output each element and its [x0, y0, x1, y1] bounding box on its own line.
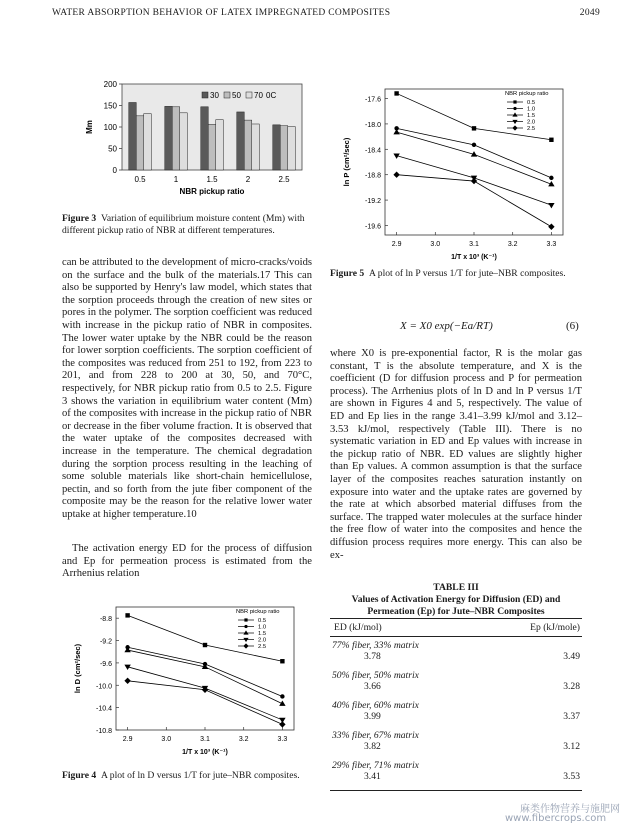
x-tick-label: 2.9 — [391, 241, 402, 248]
x-tick-label: 3.3 — [546, 241, 557, 248]
bar — [172, 107, 180, 170]
figure-3-caption — [62, 213, 312, 237]
data-point — [549, 138, 553, 142]
table-row-ed: 3.41 — [364, 771, 381, 782]
y-tick-label: -18.4 — [365, 147, 381, 155]
page-number: 2049 — [579, 8, 600, 18]
table-row — [330, 730, 582, 760]
left-column-paragraph-2: The activation energy ED for the process of diffusion and Ep for permeation process is estimated from the Arrhenius relation — [62, 543, 312, 580]
y-axis-label: Mm — [85, 120, 94, 134]
y-axis-label: ln D (cm²/sec) — [73, 643, 82, 694]
legend-label: 0.5 — [258, 618, 267, 624]
y-tick-label: 150 — [103, 101, 117, 111]
table-row-ed: 3.82 — [364, 741, 381, 752]
y-tick-label: 0 — [112, 166, 117, 175]
figure-5-caption — [330, 268, 582, 280]
table-row-group: 50% fiber, 50% matrix — [332, 670, 419, 681]
y-tick-label: 100 — [103, 123, 117, 132]
bar — [180, 113, 188, 170]
data-point — [203, 643, 207, 647]
table-3-title: Values of Activation Energy for Diffusion (ED) and Permeation (Ep) for Jute–NBR Composites — [351, 594, 561, 617]
figure-4-caption-text: A plot of ln D versus 1/T for jute–NBR composites. — [101, 770, 300, 781]
legend-label: 1.0 — [258, 624, 267, 631]
y-tick-label: -10.8 — [96, 728, 112, 735]
table-row-group: 29% fiber, 71% matrix — [332, 760, 419, 771]
legend-swatch — [224, 92, 230, 98]
data-point — [394, 91, 398, 95]
x-axis-label: NBR pickup ratio — [179, 187, 245, 196]
y-tick-label: -10.4 — [96, 705, 112, 713]
legend-label: 1.5 — [258, 631, 267, 637]
watermark-site-name: 麻类作物营养与施肥网 — [520, 804, 620, 815]
running-title: WATER ABSORPTION BEHAVIOR OF LATEX IMPREGNATED COMPOSITES — [52, 8, 391, 18]
legend-label: 30 — [210, 91, 219, 100]
y-tick-label: 200 — [103, 80, 117, 89]
table-3-header-ed: ED (kJ/mol) — [334, 622, 382, 633]
bar — [136, 116, 144, 170]
table-3-rule-top — [330, 618, 582, 619]
data-point — [125, 613, 129, 617]
data-point — [472, 126, 476, 130]
figure-5-caption-text: A plot of ln P versus 1/T for jute–NBR composites. — [369, 268, 566, 279]
legend-label: 0.5 — [527, 100, 536, 106]
equation-number: (6) — [566, 320, 579, 332]
y-tick-label: -9.6 — [99, 660, 112, 668]
figure-3-label: Figure 3 — [62, 213, 97, 224]
legend-swatch — [202, 92, 208, 98]
x-tick-label: 3.1 — [469, 241, 479, 248]
table-row — [330, 760, 582, 790]
legend-label: 2.0 — [527, 119, 536, 126]
table-row — [330, 670, 582, 700]
figure-5-label: Figure 5 — [330, 268, 365, 279]
figure-3-caption-text: Variation of equilibrium moisture content (Mm) with different pickup ratio of NBR at different temperatures. — [62, 213, 305, 236]
bar — [252, 124, 260, 170]
y-tick-label: -19.2 — [365, 198, 381, 206]
table-row-ep: 3.37 — [563, 711, 580, 722]
x-tick-label: 1.5 — [206, 175, 218, 184]
y-tick-label: -10.0 — [96, 683, 112, 691]
x-axis-label: 1/T x 10³ (K⁻¹) — [451, 254, 497, 261]
table-row-group: 33% fiber, 67% matrix — [332, 730, 419, 741]
table-3-rule-bottom — [330, 790, 582, 791]
table-row-ep: 3.12 — [563, 741, 580, 752]
y-tick-label: -17.6 — [365, 96, 381, 104]
equation-expression: X = X0 exp(−Ea/RT) — [400, 320, 493, 332]
x-tick-label: 3.2 — [507, 241, 518, 248]
bar — [208, 124, 216, 170]
bar — [280, 126, 288, 170]
data-point — [280, 694, 284, 698]
watermark-url: www.fibercrops.com — [505, 813, 607, 824]
table-row-ep: 3.53 — [563, 771, 580, 782]
table-row — [330, 640, 582, 670]
legend-label: 70 — [254, 91, 263, 100]
table-3-label: TABLE III — [433, 582, 479, 593]
figure-4-label: Figure 4 — [62, 770, 97, 781]
x-tick-label: 0.5 — [134, 175, 146, 184]
bar — [201, 107, 209, 170]
y-tick-label: -8.8 — [99, 616, 112, 624]
table-row-group: 77% fiber, 33% matrix — [332, 640, 419, 651]
table-row-group: 40% fiber, 60% matrix — [332, 700, 419, 711]
plot-area — [385, 89, 563, 235]
bar — [216, 120, 224, 170]
x-tick-label: 3.2 — [238, 736, 249, 743]
table-row-ep: 3.28 — [563, 681, 580, 692]
table-row-ep: 3.49 — [563, 651, 580, 662]
legend-label: 1.0 — [527, 106, 536, 113]
x-tick-label: 3.0 — [430, 241, 441, 248]
data-point — [472, 143, 476, 147]
bar — [129, 102, 137, 170]
legend-label: 2.5 — [527, 126, 536, 132]
data-point — [244, 618, 247, 621]
legend-label: 1.5 — [527, 113, 536, 119]
y-tick-label: -19.6 — [365, 223, 381, 231]
right-column-paragraph-1: where X0 is pre-exponential factor, R is the molar gas constant, T is the absolute temperature, and X is the coefficient (D for diffusion process and P for permeation process). The Arrhenius plots of ln D and ln P versus 1/T are shown in Figures 4 and 5, respectively. The value of ED and Ep lies in the range 3.41–3.99 kJ/mol and 3.12–3.53 kJ/mol, respectively (Table III). There is no systematic variation in ED and Ep values with increase in the pickup ratio of NBR. ED values are slightly higher than Ep values. A common assumption is that the surface layer of the composites reaches saturation instantly on exposure into water and the uptake rates are governed by the rate at which absorbed material diffuses from the surface. The trapped water molecules at the surface hinder the free flow of water into the composites and hence the diffusion process requires more energy. This can also be ex- — [330, 348, 582, 561]
bar — [288, 127, 296, 170]
legend-label: 50 — [232, 91, 241, 100]
figure-4-line-chart — [64, 603, 304, 760]
table-3-rule-mid — [330, 636, 582, 637]
figure-3-bar-chart — [78, 80, 310, 200]
y-axis-label: ln P (cm²/sec) — [342, 137, 351, 187]
legend-label: 2.5 — [258, 644, 267, 650]
left-column-paragraph-1: can be attributed to the development of micro-cracks/voids on the surface and the bulk of the materials.17 This can also be supported by Henry's law model, which states that the sorption proceeds through the creation of new sites or pores in the polymer. The sorption coefficient was reduced with increase in the pickup ratio of NBR in composites. The lower water uptake by the NBR could be the reason for lower sorption coefficients. The sorption coefficient of the composites was reduced from 251 to 192, from 223 to 201, and from 228 to 200 at 30, 50, and 70°C, respectively, for NBR pickup ratio from 0.5 to 2.5. Figure 3 shows the variation in equilibrium water content (Mm) of the composites with increase in the pickup ratio of NBR or decrease in the fiber volume fraction. It is observed that the water uptake of the composites decreased with increase in the temperature. The chemical degradation during the sorption process resulting in the leaching of some soluble materials like short-chain hemicellulose, pectin, and so forth from the jute fiber component of the composite may be the reason for the relative lower water uptake at higher temperature.10 — [62, 257, 312, 520]
x-tick-label: 3.3 — [277, 736, 288, 743]
x-tick-label: 3.0 — [161, 736, 172, 743]
bar — [144, 114, 152, 170]
table-row — [330, 700, 582, 730]
x-tick-label: 2 — [245, 175, 251, 184]
table-row-ed: 3.99 — [364, 711, 381, 722]
bar — [165, 106, 173, 170]
data-point — [280, 659, 284, 663]
x-tick-label: 2.5 — [278, 175, 290, 184]
bar — [244, 120, 252, 170]
table-row-ed: 3.78 — [364, 651, 381, 662]
legend-title: NBR pickup ratio — [505, 91, 549, 97]
legend-label: 2.0 — [258, 637, 267, 644]
data-point — [513, 100, 516, 103]
legend-title: NBR pickup ratio — [236, 609, 280, 615]
data-point — [549, 176, 553, 180]
figure-4-caption — [62, 770, 312, 782]
table-3-header-ep: Ep (kJ/mole) — [530, 622, 580, 633]
bar — [273, 125, 281, 170]
y-tick-label: -18.0 — [365, 121, 381, 129]
equation-6 — [400, 320, 493, 332]
y-tick-label: 50 — [108, 144, 117, 154]
legend-swatch — [246, 92, 252, 98]
x-tick-label: 3.1 — [200, 736, 210, 743]
x-axis-label: 1/T x 10³ (K⁻¹) — [182, 749, 228, 756]
data-point — [244, 625, 247, 628]
data-point — [513, 107, 516, 110]
running-header — [52, 8, 600, 18]
table-row-ed: 3.66 — [364, 681, 381, 692]
y-tick-label: -18.8 — [365, 172, 381, 180]
legend-unit: 0C — [266, 91, 277, 100]
bar — [237, 112, 245, 170]
y-tick-label: -9.2 — [99, 638, 112, 646]
x-tick-label: 1 — [173, 175, 179, 184]
x-tick-label: 2.9 — [122, 736, 133, 743]
figure-5-line-chart — [333, 85, 573, 265]
